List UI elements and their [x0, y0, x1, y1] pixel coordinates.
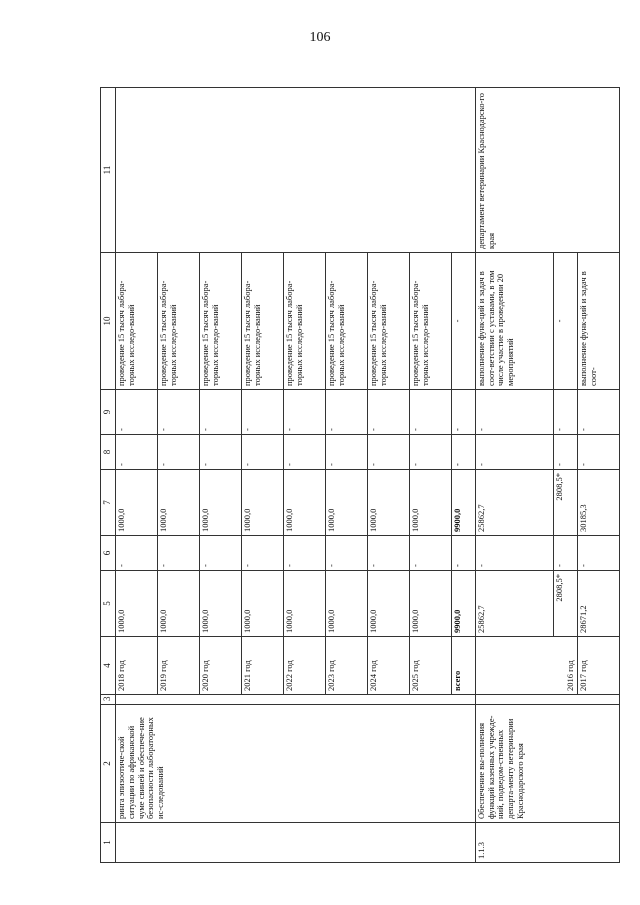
cell-extra: -	[410, 390, 452, 435]
cell-extra: -	[242, 390, 284, 435]
col-header: 2	[101, 705, 116, 823]
cell-result: -	[452, 253, 476, 390]
col-header: 9	[101, 390, 116, 435]
cell-source	[116, 695, 476, 705]
col-header: 7	[101, 470, 116, 536]
cell-result: проведение 15 тысяч лабора-торных исследо-ваний	[326, 253, 368, 390]
cell-federal: -	[577, 536, 619, 571]
cell-result: проведение 15 тысяч лабора-торных исследо-ваний	[116, 253, 158, 390]
cell-extra: -	[116, 390, 158, 435]
cell-description: ринга эпизоотиче-ской ситуации по африканской чуме свиней и обеспече-ние безопасности лабораторных ис-следований	[116, 705, 476, 823]
cell-regional: 1000,0	[368, 470, 410, 536]
cell-source	[475, 695, 619, 705]
cell-local: -	[410, 435, 452, 470]
cell-total: 25862,7	[475, 571, 553, 637]
cell-code	[116, 823, 476, 863]
col-header: 8	[101, 435, 116, 470]
cell-result: проведение 15 тысяч лабора-торных исследо-ваний	[368, 253, 410, 390]
cell-year: 2019 год	[158, 637, 200, 695]
cell-result: проведение 15 тысяч лабора-торных исследо-ваний	[242, 253, 284, 390]
table-row	[475, 88, 553, 863]
cell-federal: -	[242, 536, 284, 571]
cell-result: выполнение функ-ций и задач в соот-ветствии с уставами, в том числе участие в проведении 20 мероприятий	[475, 253, 553, 390]
rotated-table-sheet	[100, 88, 620, 863]
cell-federal: -	[475, 536, 553, 571]
cell-year: 2024 год	[368, 637, 410, 695]
cell-result: выполнение функ-ций и задач в соот-	[577, 253, 619, 390]
cell-local: -	[116, 435, 158, 470]
col-header: 3	[101, 695, 116, 705]
cell-regional: 30185,3	[577, 470, 619, 536]
table-row	[116, 88, 158, 863]
cell-federal: -	[368, 536, 410, 571]
cell-year: 2023 год	[326, 637, 368, 695]
col-header: 6	[101, 536, 116, 571]
cell-regional: 2808,5*	[554, 470, 578, 536]
cell-regional: 25862,7	[475, 470, 553, 536]
cell-regional: 1000,0	[200, 470, 242, 536]
cell-total: 1000,0	[242, 571, 284, 637]
cell-year: 2017 год	[577, 637, 619, 695]
cell-year: 2025 год	[410, 637, 452, 695]
cell-extra: -	[577, 390, 619, 435]
page-number: 106	[309, 30, 331, 45]
cell-executor	[116, 88, 476, 253]
cell-extra: -	[200, 390, 242, 435]
header-row	[101, 88, 116, 863]
cell-code: 1.1.3	[475, 823, 619, 863]
cell-year: всего	[452, 637, 476, 695]
cell-regional: 9900,0	[452, 470, 476, 536]
col-header: 1	[101, 823, 116, 863]
cell-extra: -	[475, 390, 553, 435]
cell-total: 1000,0	[326, 571, 368, 637]
cell-result: проведение 15 тысяч лабора-торных исследо-ваний	[410, 253, 452, 390]
cell-local: -	[452, 435, 476, 470]
cell-local: -	[242, 435, 284, 470]
cell-total: 28671,2	[577, 571, 619, 637]
cell-extra: -	[284, 390, 326, 435]
cell-federal: -	[554, 536, 578, 571]
cell-total: 1000,0	[116, 571, 158, 637]
cell-year: 2022 год	[284, 637, 326, 695]
col-header: 11	[101, 88, 116, 253]
cell-total: 1000,0	[368, 571, 410, 637]
cell-local: -	[284, 435, 326, 470]
cell-federal: -	[158, 536, 200, 571]
cell-federal: -	[200, 536, 242, 571]
cell-executor: департамент ветеринарии Краснодарско-го края	[475, 88, 619, 253]
cell-regional: 1000,0	[326, 470, 368, 536]
cell-local: -	[554, 435, 578, 470]
cell-total: 1000,0	[200, 571, 242, 637]
cell-federal: -	[116, 536, 158, 571]
cell-extra: -	[452, 390, 476, 435]
cell-year: 2020 год	[200, 637, 242, 695]
cell-federal: -	[326, 536, 368, 571]
cell-local: -	[326, 435, 368, 470]
cell-regional: 1000,0	[284, 470, 326, 536]
cell-total: 1000,0	[410, 571, 452, 637]
cell-local: -	[368, 435, 410, 470]
cell-result: проведение 15 тысяч лабора-торных исследо-ваний	[284, 253, 326, 390]
cell-year: 2021 год	[242, 637, 284, 695]
cell-regional: 1000,0	[158, 470, 200, 536]
cell-regional: 1000,0	[242, 470, 284, 536]
cell-description: Обеспечение вы-полнения функций казенных учрежде-ний, подведом-ственных департа-менту ветеринарии Краснодарского края	[475, 705, 619, 823]
cell-federal: -	[284, 536, 326, 571]
cell-local: -	[158, 435, 200, 470]
cell-extra: -	[554, 390, 578, 435]
cell-federal: -	[410, 536, 452, 571]
cell-total: 1000,0	[158, 571, 200, 637]
cell-local: -	[577, 435, 619, 470]
cell-local: -	[475, 435, 553, 470]
cell-year: 2016 год	[475, 637, 577, 695]
col-header: 10	[101, 253, 116, 390]
cell-regional: 1000,0	[410, 470, 452, 536]
cell-extra: -	[158, 390, 200, 435]
cell-local: -	[200, 435, 242, 470]
col-header: 4	[101, 637, 116, 695]
cell-result: -	[554, 253, 578, 390]
cell-result: проведение 15 тысяч лабора-торных исследо-ваний	[200, 253, 242, 390]
cell-year: 2018 год	[116, 637, 158, 695]
cell-federal: -	[452, 536, 476, 571]
cell-total: 9900,0	[452, 571, 476, 637]
program-table	[100, 87, 620, 863]
cell-extra: -	[368, 390, 410, 435]
cell-total: 2808,5*	[554, 571, 578, 637]
cell-result: проведение 15 тысяч лабора-торных исследо-ваний	[158, 253, 200, 390]
cell-total: 1000,0	[284, 571, 326, 637]
col-header: 5	[101, 571, 116, 637]
cell-regional: 1000,0	[116, 470, 158, 536]
cell-extra: -	[326, 390, 368, 435]
